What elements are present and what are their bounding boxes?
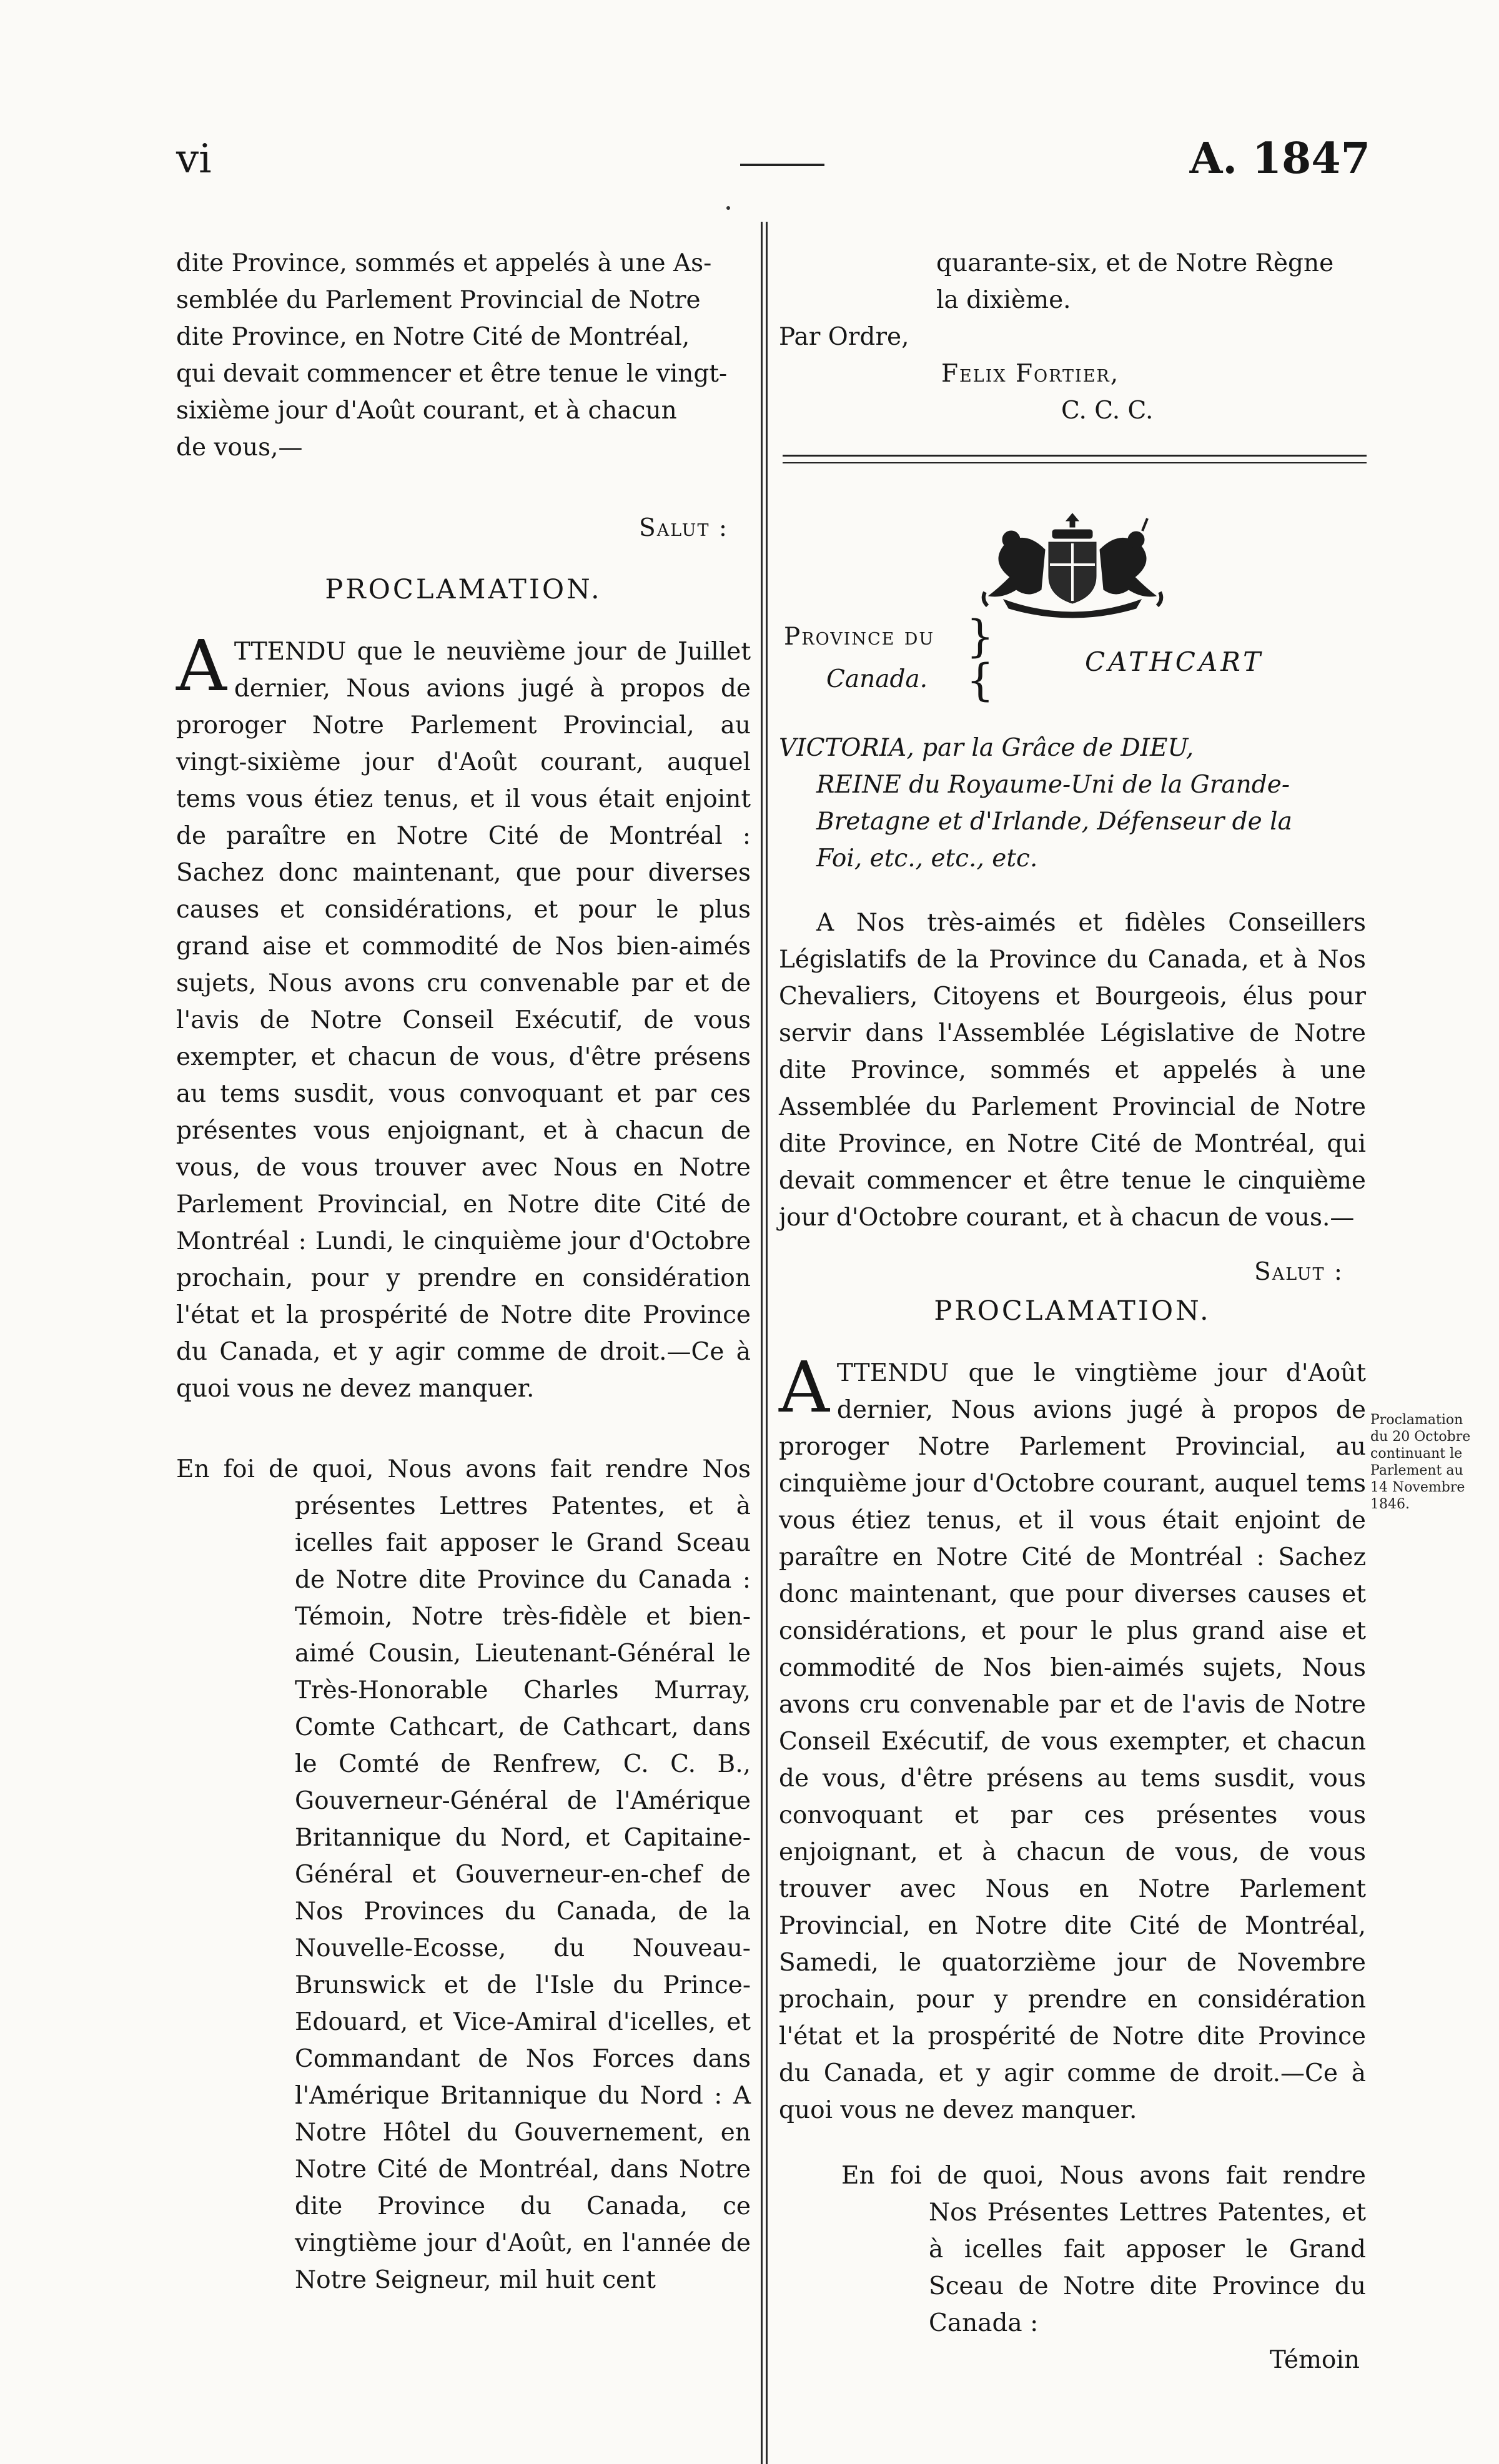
right-column-body [779,611,1366,2378]
brace-glyph: { [966,655,994,706]
continuation-line: semblée du Parlement Provincial de Notre [176,286,701,314]
page-year: A. 1847 [1189,134,1370,184]
address-text: A Nos très-aimés et fidèles Conseillers Législatifs de la Province du Canada, et à Nos Chevaliers, Citoyens et Bourgeois, élus pour servir dans l'Assemblée Législative de Notre dite Province, sommés et appelés à une Assemblée du Parlement Provincial de Notre dite Province, en Notre Cité de Montréal, qui devait commencer et être tenue le cinquième jour d'Octobre courant, et à chacun de vous.— [779,909,1366,1232]
continuation-line: la dixième. [936,286,1071,314]
margin-note-line: 1846. [1370,1497,1410,1512]
victoria-line: Bretagne et d'Irlande, Défenseur de la [816,808,1292,836]
left-column [176,245,751,2298]
margin-note [1370,1412,1495,1513]
proclamation-heading: PROCLAMATION. [934,1295,1211,1327]
margin-note-line: Proclamation [1370,1412,1463,1428]
continuation-line: de vous,— [176,433,303,462]
governor-name: CATHCART [1085,646,1264,677]
drop-cap: A [779,1347,829,1428]
proclamation-heading: PROCLAMATION. [325,574,602,605]
margin-note-line: continuant le [1370,1446,1463,1462]
victoria-line: VICTORIA, par la Grâce de DIEU, [779,734,1194,762]
brace-glyph: } [966,611,994,662]
continuation-line: dite Province, en Notre Cité de Montréal, [176,323,690,351]
page-number: vi [176,136,212,182]
attestation-last: Témoin [1269,2346,1360,2374]
column-separator [761,222,763,2464]
salut: Salut : [1254,1258,1343,1286]
royal-coat-of-arms-icon [972,512,1172,618]
victoria-line: REINE du Royaume-Uni de la Grande- [816,771,1290,799]
header-dot [726,206,730,210]
proclamation-text: TTENDU que le neuvième jour de Juillet dernier, Nous avions jugé à propos de proroger Notre Parlement Provincial, au vingt-sixième jour d'Août courant, auquel tems vous étiez tenus, et il vous était enjoint de paraître en Notre Cité de Montréal : Sachez donc maintenant, que pour diverses causes et considérations, et pour le plus grand aise et commodité de Nos bien-aimés sujets, Nous avons cru convenable par et de l'avis de Notre Conseil Exécutif, de vous exempter, et chacun de vous, d'être présens au tems susdit, vous convoquant et par ces présentes vous enjoignant, et à chacun de vous, de vous trouver avec Nous en Notre Parlement Provincial, en Notre dite Cité de Montréal : Lundi, le cinquième jour d'Octobre prochain, pour y prendre en considération l'état et la prospérité de Notre dite Province du Canada, et y agir comme de droit.—Ce à quoi vous ne devez manquer. [176,638,751,1403]
continuation-line: sixième jour d'Août courant, et à chacun [176,397,677,425]
province-name: Canada. [826,665,928,693]
right-column [779,245,1366,429]
province-label: Province du [784,623,935,651]
column-separator [766,222,768,2464]
victoria-line: Foi, etc., etc., etc. [816,844,1038,873]
margin-note-line: Parlement au [1370,1463,1463,1478]
continuation-line: qui devait commencer et être tenue le vingt- [176,360,728,388]
proclamation-body [176,626,751,1407]
attestation-text: En foi de quoi, Nous avons fait rendre Nos présentes Lettres Patentes, et à icelles fait apposer le Grand Sceau de Notre dite Province du Canada : Témoin, Notre très-fidèle et bien-aimé Cousin, Lieutenant-Général le Très-Honorable Charles Murray, Comte Cathcart, de Cathcart, dans le Comté de Renfrew, C. C. B., Gouverneur-Général de l'Amérique Britannique du Nord, et Capitaine-Général et Gouverneur-en-chef de Nos Provinces du Canada, de la Nouvelle-Ecosse, du Nouveau-Brunswick et de l'Isle du Prince-Edouard, et Vice-Amiral d'icelles, et Commandant de Nos Forces dans l'Amérique Britannique du Nord : A Notre Hôtel du Gouvernement, en Notre Cité de Montréal, dans Notre dite Province du Canada, ce vingtième jour d'Août, en l'année de Notre Seigneur, mil huit cent [176,1455,751,2294]
province-block [779,611,1366,712]
margin-note-line: du 20 Octobre [1370,1429,1471,1445]
continuation-line: quarante-six, et de Notre Règne [936,249,1334,277]
drop-cap: A [176,626,227,707]
signatory-name: Felix Fortier, [941,360,1120,388]
section-rule [783,462,1367,463]
proclamation-text: TTENDU que le vingtième jour d'Août dernier, Nous avions jugé à propos de proroger Notre Parlement Provincial, au cinquième jour d'Octobre courant, auquel tems vous étiez tenus, et il vous était enjoint de paraître en Notre Cité de Montréal : Sachez donc maintenant, que pour diverses causes et considérations, et pour le plus grand aise et commodité de Nos bien-aimés sujets, Nous avons cru convenable par et de l'avis de Notre Conseil Exécutif, de vous exempter, et chacun de vous, d'être présens au tems susdit, vous convoquant et par ces présentes vous enjoignant, et à chacun de vous, de vous trouver avec Nous en Notre Parlement Provincial, en Notre dite Cité de Montréal, Samedi, le quatorzième jour de Novembre prochain, pour y prendre en considération l'état et la prospérité de Notre dite Province du Canada, et y agir comme de droit.—Ce à quoi vous ne devez manquer. [779,1359,1366,2124]
salut: Salut : [639,514,728,542]
signatory-title: C. C. C. [1061,397,1154,425]
section-rule [783,455,1367,457]
header-rule [740,164,824,166]
continuation-line: dite Province, sommés et appelés à une As- [176,249,712,277]
proclamation-body [779,1347,1366,2129]
par-ordre: Par Ordre, [779,323,909,351]
attestation-text: En foi de quoi, Nous avons fait rendre Nos Présentes Lettres Patentes, et à icelles fait apposer le Grand Sceau de Notre dite Province du Canada : [841,2162,1366,2337]
attestation [779,2157,1366,2342]
margin-note-line: 14 Novembre [1370,1480,1465,1495]
attestation [176,1451,751,2298]
